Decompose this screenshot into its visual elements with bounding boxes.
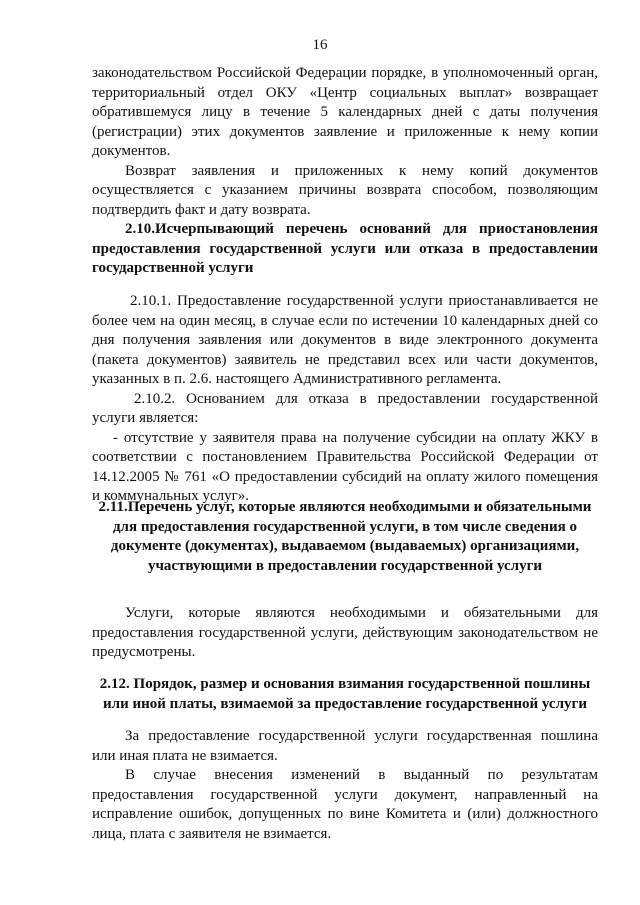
paragraph-return: Возврат заявления и приложенных к нему копий документов осуществляется с указанием причины возврата способом, позволяющим подтвердить факт и дату возврата. xyxy=(92,162,598,218)
section-2-11-body xyxy=(92,604,598,663)
section-2-12-heading-block xyxy=(92,675,598,714)
heading-2-12: 2.12. Порядок, размер и основания взимания государственной пошлины или иной платы, взимаемой за предоставление государственной услуги xyxy=(99,676,591,712)
heading-2-11: 2.11.Перечень услуг, которые являются необходимыми и обязательными для предоставления государственной услуги, в том числе сведения о документе (документах), выдаваемом (выдаваемых) организациями, участвующими в предоставлении государственной услуги xyxy=(98,499,592,574)
section-continuation xyxy=(92,64,598,220)
page-number: 16 xyxy=(312,37,328,53)
section-2-10-heading-block xyxy=(92,220,598,279)
section-2-12-body xyxy=(92,727,598,844)
section-2-11-heading-block xyxy=(92,498,598,576)
paragraph-2-11: Услуги, которые являются необходимыми и обязательными для предоставления государственной услуги, действующим законодательством не предусмотрены. xyxy=(92,605,598,660)
paragraph-top: законодательством Российской Федерации порядке, в уполномоченный орган, территориальный отдел ОКУ «Центр социальных выплат» возвращает обратившемуся лицу в течение 5 календарных дней с даты получения (регистрации) этих документов заявление и приложенные к нему копии документов. xyxy=(92,65,598,159)
paragraph-2-12-fee: За предоставление государственной услуги государственная пошлина или иная плата не взимается. xyxy=(92,728,598,764)
paragraph-2-10-1: 2.10.1. Предоставление государственной услуги приостанавливается не более чем на один месяц, в случае если по истечении 10 календарных дней со дня получения заявления или документов в виде электронного документа (пакета документов) заявитель не представил всех или части документов, указанных в п. 2.6. настоящего Административного регламента. xyxy=(92,293,598,387)
section-2-10-body xyxy=(92,292,598,507)
paragraph-2-12-changes: В случае внесения изменений в выданный по результатам предоставления государственной услуги документ, направленный на исправление ошибок, допущенных по вине Комитета и (или) должностного лица, плата с заявителя не взимается. xyxy=(92,767,598,842)
paragraph-refusal-reason: - отсутствие у заявителя права на получение субсидии на оплату ЖКУ в соответствии с постановлением Правительства Российской Федерации от 14.12.2005 № 761 «О предоставлении субсидий на оплату жилого помещения и коммунальных услуг». xyxy=(92,429,598,504)
paragraph-2-10-2: 2.10.2. Основанием для отказа в предоставлении государственной услуги является: xyxy=(92,390,598,426)
heading-2-10: 2.10.Исчерпывающий перечень оснований для приостановления предоставления государственной услуги или отказа в предоставлении государственной услуги xyxy=(92,221,598,276)
